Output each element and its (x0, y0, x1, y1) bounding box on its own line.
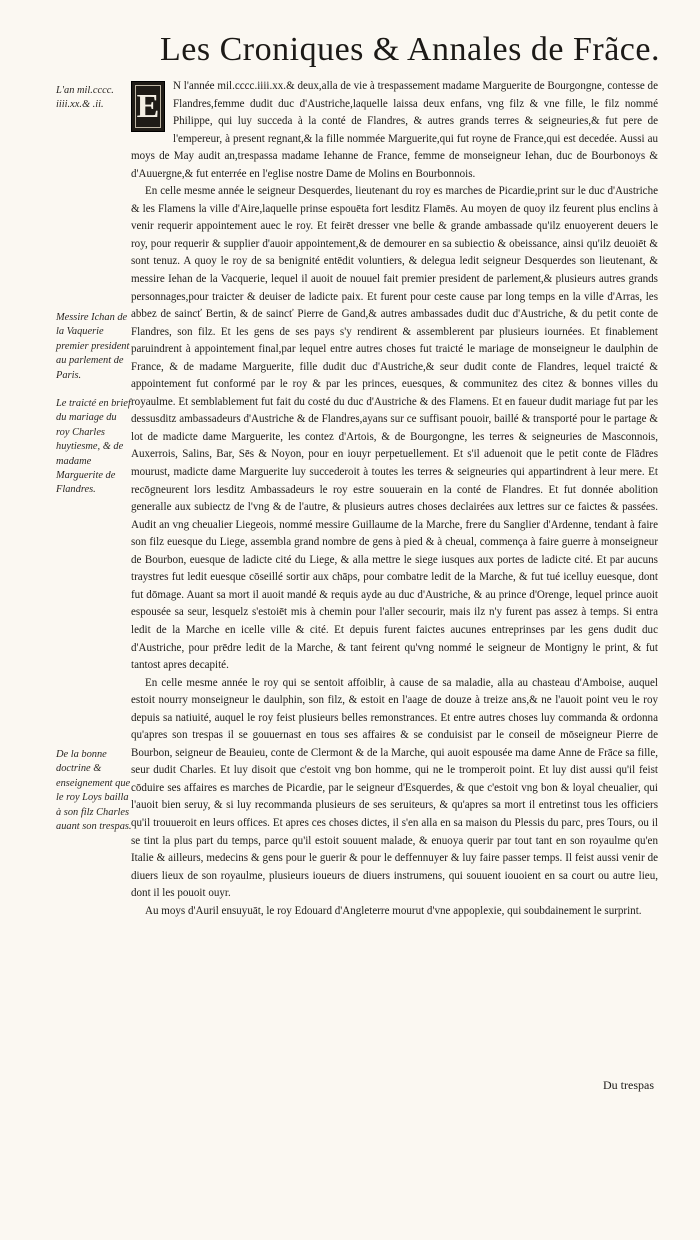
paragraph-4: Au moys d'Auril ensuyuāt, le roy Edouard d'Angleterre mourut d'vne appoplexie, qui soubdainement le surprint. (145, 904, 642, 917)
drop-cap-letter: E (136, 87, 160, 125)
paragraph-2: En celle mesme année le seigneur Desquerdes, lieutenant du roy es marches de Picardie,print sur le duc d'Austriche & les Flamens la ville d'Aire,laquelle prinse espouēta fort lesditz Flamēs. Au moyen de quoy ilz feurent plus enclins à venir requerir appointement auec le roy. Et feirēt dresser vne belle & grande ambassade qu'ilz enuoyerent deuers le roy, pour requerir & supplier d'auoir appointement,& de demourer en sa subiectio & obeissance, ainsi qu'ilz deuoiēt & sont tenuz. A quoy le roy de sa benignité entēdit voluntiers, & delegua ledit seigneur Desquerdes son lieutenant, & messire Iehan de la Vacquerie, lequel il auoit de nouuel fait premier president de parlement,& plusieurs autres grands personnages,pour traicter & deuiser de ladicte paix. Et furent pour ceste cause par long temps en la ville d'Arras, les abbez de saincť Bertin, & de saincť Pierre de Gand,& autres ambassades dudit duc d'Austriche, & du petit conte de Flandres, son filz. Et les gens de ses pays s'y rendirent & assemblerent par plusieurs iournées. Et finablement paruindrent à appointement final,par lequel entre autres choses fut traicté le mariage de monseigneur le daulphin de France, & de madame Marguerite, fille dudit duc d'Austriche,& seur dudit conte de Flandres, lequel traicté & appointement fut conformé par le roy & par les princes, euesques, & communitez des citez & bonnes villes du royaulme. Et semblablement fut fait du costé du duc d'Austriche & des Flamens. Et en faueur dudit mariage fut par les dessusditz ambassadeurs d'Austriche & de Flandres,ayans sur ce suffisant pouoir, baillé & transporté pour le partage & lot de madicte dame Marguerite, les contez d'Artois, & de Bourgongne, les terres & seigneuries de Masconnois, Auxerrois, Salins, Bar, Sēs & Noyon, pour en iouyr perpetuellement. Et s'il aduenoit que le petit conte de Flādres mourust, madicte dame Marguerite luy succederoit à toutes les terres & seigneuries qui appartindrent à leur mere. Et recōgneurent lors lesditz Ambassadeurs le roy estre souuerain en la conté de Flandres. Et fut donnée abolition generalle aux subiectz de l'vng & de l'autre, & plusieurs autres choses declairées aux lettres sur ce faictes & passées. Audit an vng cheualier Liegeois, nommé messire Guillaume de la Marche, frere du Sanglier d'Ardenne, tendant à faire son filz euesque du Liege, assembla grand nombre de gens à pied & à cheual, commença à faire guerre à monseigneur de Bourbon, euesque de ladicte cité du Liege, & alla mettre le siege iusques aux portes de ladicte cité. Et par aucuns traystres fut ledit euesque cōseillé sortir aux chāps, pour combatre ledit de la Marche, & fut tué icelluy euesque, dont fut dōmage. Auant sa mort il auoit mandé & requis ayde au duc d'Austriche, & au prince d'Orenge, lequel prince auoit espousée sa seur, lesquelz s'estoiēt mis à chemin pour l'aller secourir, mais ilz n'y furent pas assez à temps. Si entra ledit de la Marche en icelle ville & cité. Et depuis furent faictes aucunes entreprinses par les gens dudit duc d'Austriche, pour prēdre ledit de la Marche, & tant feirent qu'vng nommé le seigneur de Montigny le print, & fut tantost apres decapité. (131, 185, 658, 672)
catchword: Du trespas (603, 1078, 654, 1092)
paragraph-1 (131, 78, 658, 183)
margin-note-doctrine: De la bonne doctrine & enseignement que le roy Loys bailla à son filz Charles auant son trespas. (56, 749, 132, 833)
page-title: Les Croniques & Annales de Frãce. (160, 31, 660, 68)
drop-cap-initial (131, 81, 165, 132)
paragraph-1-text: N l'année mil.cccc.iiii.xx.& deux,alla de vie à trespassement madame Marguerite de Bourgongne, contesse de Flandres,femme dudit duc d'Austriche,laquelle laissa deux enfans, vng filz & vne fille, le filz nommé Philippe, qui luy succeda à la conté de Flandres, & autres grands terres & seigneuries,& fut pere de l'empereur, à present regnant,& la fille nommée Marguerite,qui fut royne de France,qui est decedée. Aussi au moys de May audit an,trespassa madame Iehanne de France, femme de monseigneur Iehan, duc de Bourbonoys & d'Auuergne,& fut enterrée en l'eglise nostre Dame de Molins en Bourbonnois. (131, 80, 658, 180)
margin-note-marriage: Le traicté en brief du mariage du roy Charles huytiesme, & de madame Marguerite de Flandres. (56, 398, 131, 496)
margin-note-year: L'an mil.cccc. iiii.xx.& .ii. (56, 85, 114, 111)
margin-note-vaquerie: Messire Ichan de la Vaquerie premier president au parlement de Paris. (56, 312, 130, 381)
main-text (131, 78, 658, 920)
paragraph-3: En celle mesme année le roy qui se sentoit affoiblir, à cause de sa maladie, alla au chasteau d'Amboise, auquel estoit nourry monseigneur le daulphin, son filz, & estoit en l'aage de douze à treize ans,& ne l'auoit point veu le roy depuis sa natiuité, auquel le roy feist plusieurs belles remonstrances. Et entre autres choses luy commanda & ordonna qu'apres son trespas il se gouuernast en tous ses affaires & se conduisist par le conseil de mōseigneur Pierre de Bourbon, seigneur de Beauieu, conte de Clermont & de la Marche, qui auoit espousée ma dame Anne de Frāce sa fille, seur dudit Charles. Et luy disoit que c'estoit vng bon homme, qui ne le tromperoit point. Et luy dist aussi qu'il feist cōduire ses affaires es marches de Picardie, par le seigneur d'Esquerdes, & que c'estoit vng bon & loyal cheualier, qui l'auoit bien seruy, & si luy recommanda plusieurs de ses seruiteurs, & qu'apres sa mort il entretinst tous les officiers qu'il trouueroit en leurs offices. Et apres ces choses dictes, il s'en alla en sa maison du Plessis du parc, pres Tours, ou il se tint la plus part du temps, parce qu'il estoit souuent malade, & enuoya querir par tout tant en son royaulme qu'en Italie & ailleurs, medecins & gens pour le guerir & pour le deffennuyer & luy faire passer temps. Il feist aussi venir de diuers lieux de son royaulme, plusieurs ioueurs de diuers instrumens, qui souuent iouoient en sa court ou autre lieu, dont il les pouoit ouyr. (131, 676, 658, 900)
